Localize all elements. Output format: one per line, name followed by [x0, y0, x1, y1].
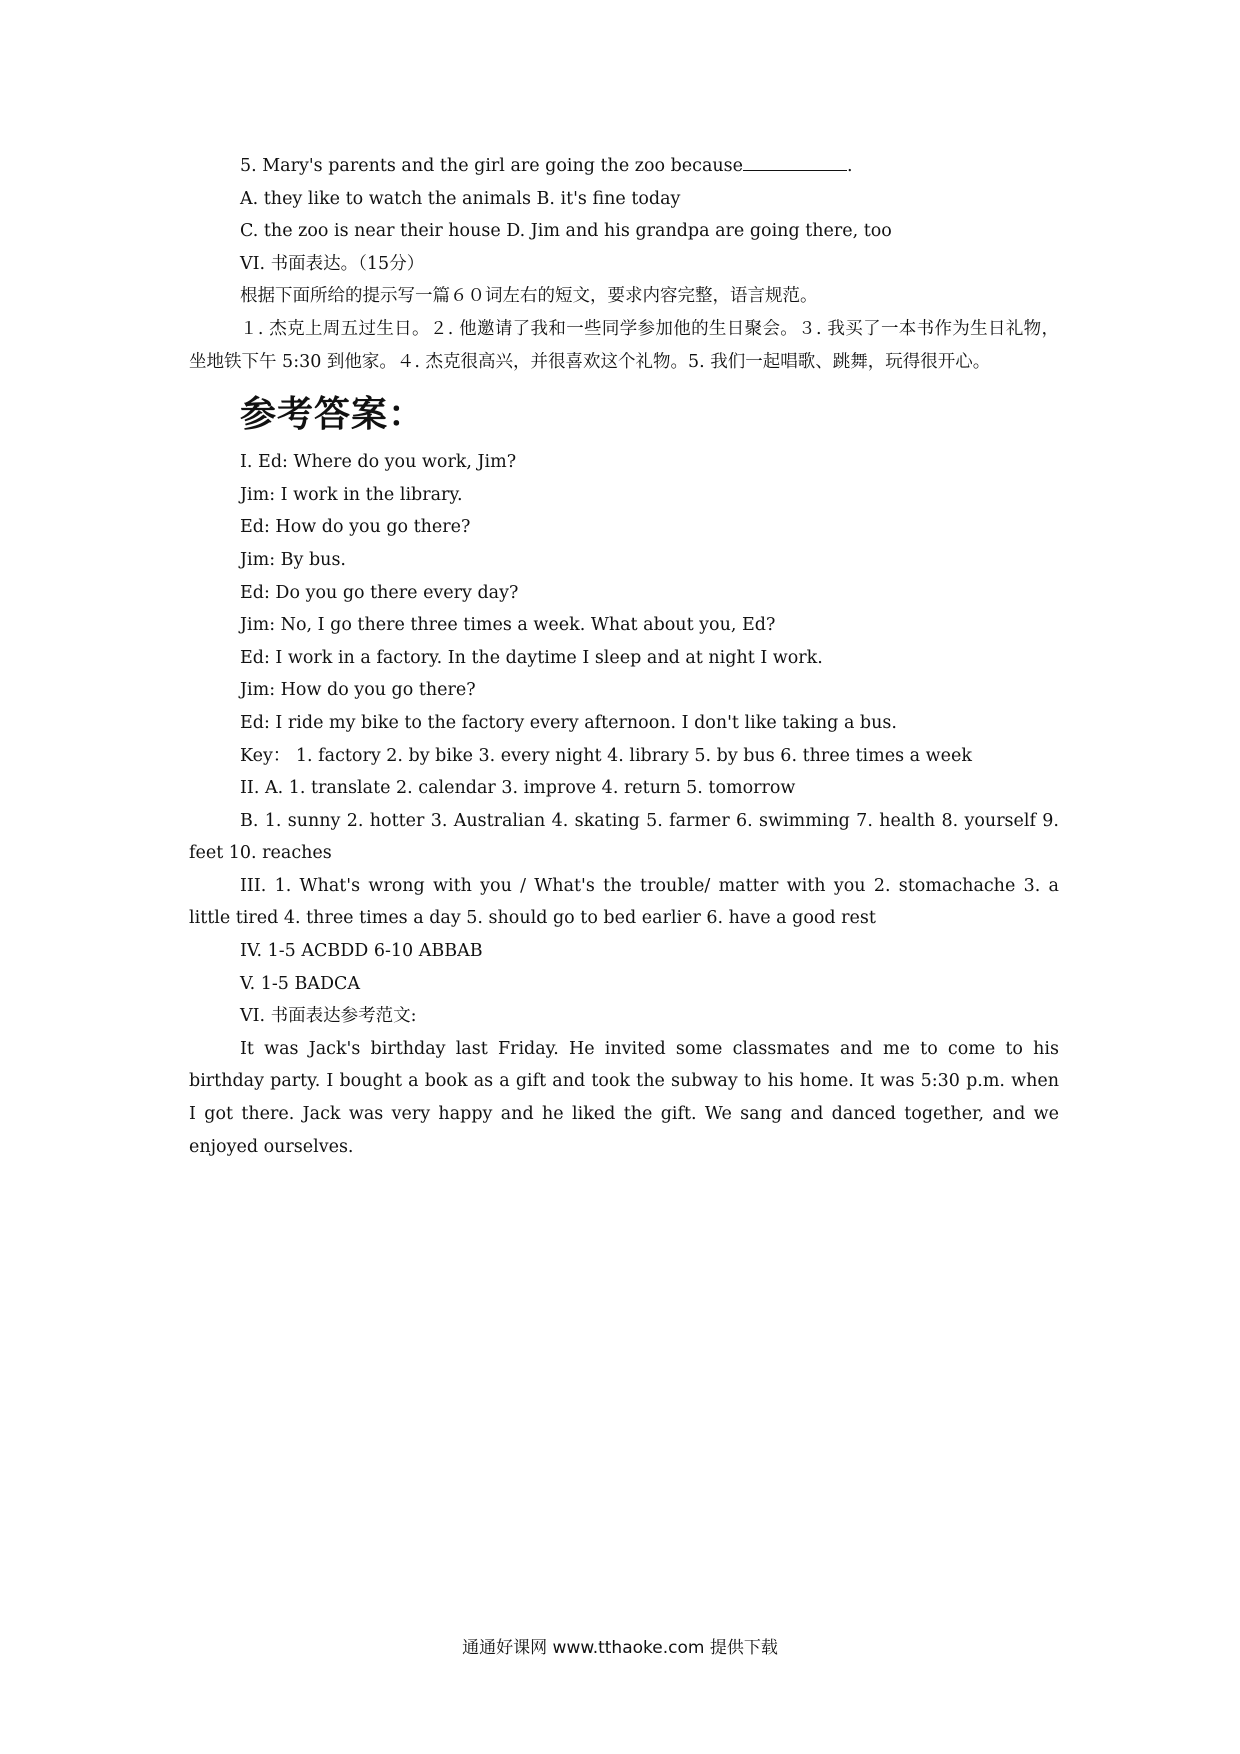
key-line: Key： 1. factory 2. by bike 3. every night 4. library 5. by bus 6. three times a week [240, 745, 972, 766]
dialog-line: Ed: Do you go there every day? [240, 582, 519, 603]
dialog-line: Jim: I work in the library. [240, 484, 463, 505]
answers-heading: 参考答案： [240, 394, 426, 436]
document-page [189, 150, 1059, 1163]
question-5-options-ab: A. they like to watch the animals B. it's fine today [240, 188, 681, 209]
question-5-text: 5. Mary's parents and the girl are going the zoo because [240, 156, 744, 176]
dialog-line: Jim: How do you go there? [240, 680, 476, 701]
dialog-line: Ed: How do you go there? [240, 517, 471, 538]
footer-text: 通通好课网 www.tthaoke.com 提供下载 [462, 1638, 778, 1658]
section-6-title: VI. 书面表达。（15分） [240, 253, 425, 274]
part-5-answers: V. 1-5 BADCA [240, 973, 361, 994]
part-3-answers: III. 1. What's wrong with you / What's the trouble/ matter with you 2. stomachache 3. a little tired 4. three times a day 5. should go to bed earlier 6. have a good rest [189, 875, 1059, 929]
part-6-title: VI. 书面表达参考范文: [240, 1006, 417, 1027]
dialog-line: I. Ed: Where do you work, Jim? [240, 452, 517, 473]
part-4-answers: IV. 1-5 ACBDD 6-10 ABBAB [240, 941, 483, 962]
model-essay: It was Jack's birthday last Friday. He invited some classmates and me to come to his birthday party. I bought a book as a gift and took the subway to his home. It was 5:30 p.m. when I got there. Jack was very happy and he liked the gift. We sang and danced together, and we enjoyed ourselves. [189, 1038, 1059, 1157]
part-2a-answers: II. A. 1. translate 2. calendar 3. improve 4. return 5. tomorrow [240, 778, 796, 799]
question-5-period: . [847, 156, 853, 176]
part-2b-answers: B. 1. sunny 2. hotter 3. Australian 4. skating 5. farmer 6. swimming 7. health 8. yourself 9. feet 10. reaches [189, 810, 1059, 864]
dialog-line: Ed: I work in a factory. In the daytime I sleep and at night I work. [240, 647, 823, 668]
dialog-line: Ed: I ride my bike to the factory every afternoon. I don't like taking a bus. [240, 712, 897, 733]
answer-blank [743, 154, 847, 171]
question-5-options-cd: C. the zoo is near their house D. Jim and his grandpa are going there, too [240, 221, 892, 242]
section-6-prompt: １. 杰克上周五过生日。２. 他邀请了我和一些同学参加他的生日聚会。３. 我买了一本书作为生日礼物，坐地铁下午 5:30 到他家。４. 杰克很高兴，并很喜欢这个礼物。5. 我们一起唱歌、跳舞，玩得很开心。 [189, 318, 1059, 372]
dialog-line: Jim: No, I go there three times a week. What about you, Ed? [240, 615, 776, 636]
dialog-line: Jim: By bus. [240, 549, 346, 570]
section-6-instruction: 根据下面所给的提示写一篇６０词左右的短文，要求内容完整，语言规范。 [240, 286, 818, 307]
question-5-stem [189, 150, 1059, 183]
